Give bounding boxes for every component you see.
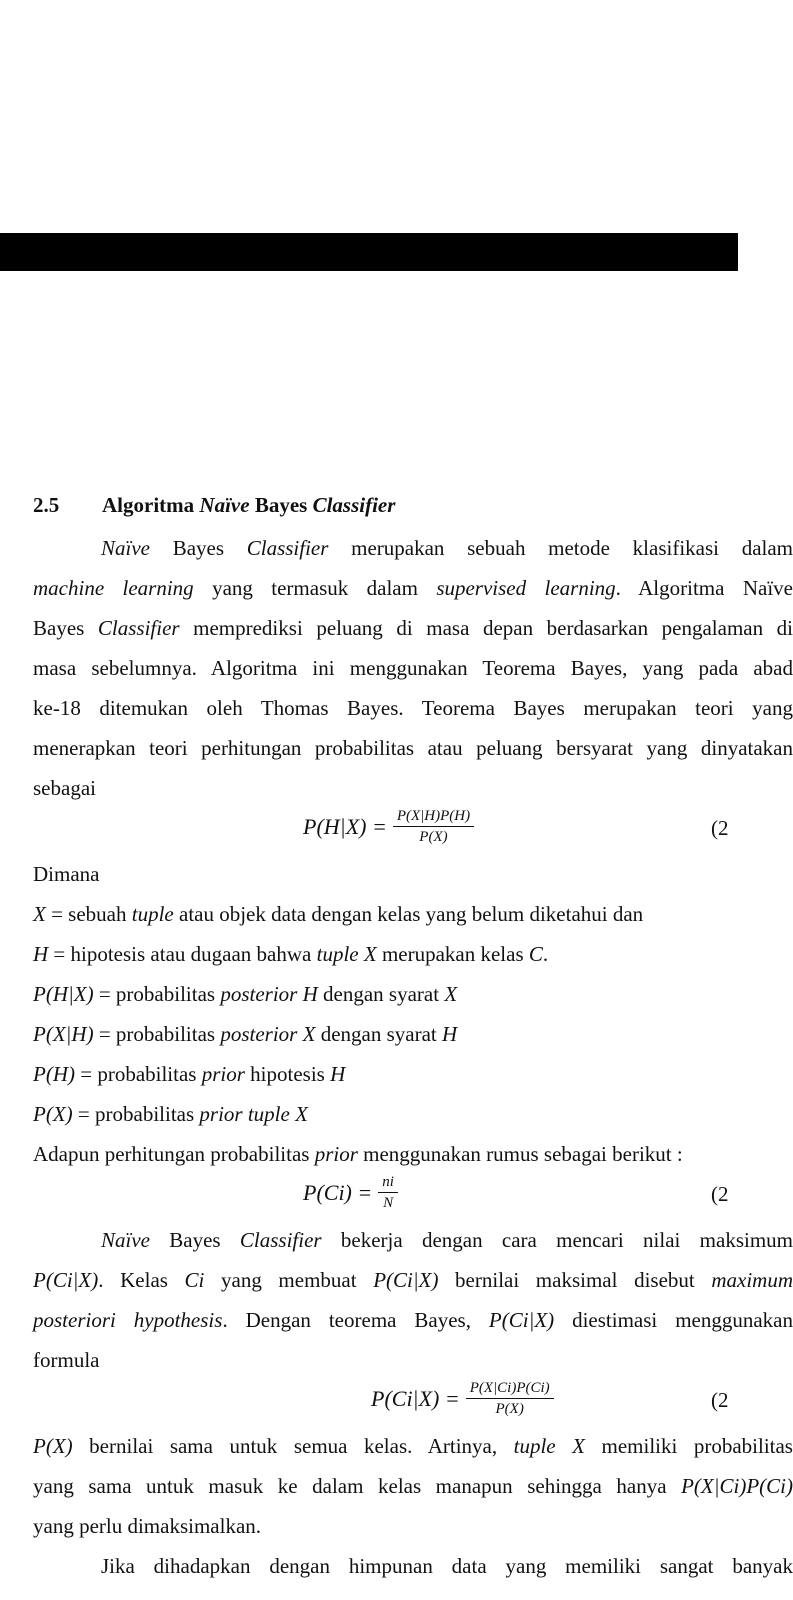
definition-item: [33, 974, 793, 1014]
text-line: formula: [33, 1348, 100, 1372]
text-span: X: [555, 1434, 585, 1458]
text-span: Naïve: [101, 1228, 150, 1252]
text-span: merupakan kelas: [376, 942, 529, 966]
text-span: prior: [201, 1062, 245, 1086]
text-span: . Algoritma Naïve: [615, 576, 793, 600]
text-span: X: [297, 1022, 316, 1046]
text-line: [33, 1220, 793, 1260]
text-span: dengan syarat: [317, 982, 445, 1006]
text-span: prior tuple: [199, 1102, 290, 1126]
text-span: prior: [314, 1142, 358, 1166]
formula-denominator: P(X): [419, 829, 448, 845]
math-symbol: H: [33, 942, 49, 966]
equation-number: (2: [711, 816, 729, 840]
math-symbol: P(X|Ci)P(Ci): [681, 1474, 793, 1498]
formula-fraction: [393, 808, 474, 846]
text-span: yang termasuk dalam: [193, 576, 437, 600]
formula-denominator: P(X): [495, 1401, 524, 1417]
text-span: Bayes: [149, 1228, 240, 1252]
text-span: . Dengan teorema Bayes,: [222, 1308, 489, 1332]
formula-fraction: [378, 1174, 398, 1212]
text-span: posterior: [220, 1022, 298, 1046]
math-symbol: C: [528, 942, 543, 966]
math-symbol: Ci: [184, 1268, 205, 1292]
prior-intro-line: [33, 1134, 793, 1174]
text-line: [33, 1260, 793, 1300]
text-span: Bayes: [149, 536, 247, 560]
text-span: posterior: [220, 982, 298, 1006]
math-symbol: H: [441, 1022, 458, 1046]
text-span: diestimasi menggunakan: [554, 1308, 793, 1332]
text-line: menerapkan teori perhitungan probabilitas atau peluang bersyarat yang dinyatakan: [33, 736, 793, 760]
text-span: memiliki probabilitas: [584, 1434, 793, 1458]
text-span: bekerja dengan cara mencari nilai maksimum: [321, 1228, 793, 1252]
math-symbol: P(X): [33, 1102, 73, 1126]
text-span: posteriori hypothesis: [33, 1308, 223, 1332]
formula-body: [303, 808, 474, 846]
text-line: ke-18 ditemukan oleh Thomas Bayes. Teorema Bayes merupakan teori yang: [33, 696, 793, 720]
formula-body: [371, 1380, 554, 1418]
text-span: tuple: [131, 902, 174, 926]
text-span: Adapun perhitungan probabilitas: [33, 1142, 315, 1166]
text-span: = probabilitas: [93, 982, 221, 1006]
text-line: masa sebelumnya. Algoritma ini menggunakan Teorema Bayes, yang pada abad: [33, 656, 793, 680]
text-span: hipotesis: [244, 1062, 331, 1086]
formula-numerator: P(X|H)P(H): [393, 808, 474, 827]
equation-number: (2: [711, 1388, 729, 1412]
text-span: = probabilitas: [72, 1102, 200, 1126]
paragraph-4: [33, 1546, 793, 1586]
text-span: supervised learning: [436, 576, 616, 600]
text-span: = sebuah: [45, 902, 132, 926]
equation-number: (2: [711, 1182, 729, 1206]
section-title-part: Naïve: [199, 493, 250, 517]
formula-lhs: P(H|X) =: [303, 814, 387, 839]
black-redaction-bar: [0, 233, 738, 271]
text-span: Classifier: [239, 1228, 322, 1252]
definition-item: [33, 1054, 793, 1094]
section-title-part: Classifier: [312, 493, 396, 517]
text-span: = hipotesis atau dugaan bahwa: [48, 942, 317, 966]
section-title-part: Bayes: [249, 493, 313, 517]
formula-bayes: [33, 808, 793, 854]
formula-posterior: [33, 1380, 793, 1426]
text-span: yang membuat: [204, 1268, 374, 1292]
section-title-part: Algoritma: [102, 493, 200, 517]
math-symbol: H: [330, 1062, 346, 1086]
section-heading: [33, 488, 793, 528]
text-line: [33, 1426, 793, 1466]
document-body: [33, 488, 793, 1586]
text-span: .: [542, 942, 549, 966]
text-span: = probabilitas: [93, 1022, 221, 1046]
math-symbol: P(H|X): [33, 982, 94, 1006]
text-line: yang perlu dimaksimalkan.: [33, 1514, 262, 1538]
text-span: bernilai sama untuk semua kelas. Artinya,: [72, 1434, 514, 1458]
paragraph-3: [33, 1426, 793, 1546]
formula-lhs: P(Ci|X) =: [371, 1386, 460, 1411]
formula-fraction: [466, 1380, 554, 1418]
text-span: menggunakan rumus sebagai berikut :: [357, 1142, 683, 1166]
text-span: = probabilitas: [74, 1062, 202, 1086]
text-line: sebagai: [33, 776, 96, 800]
math-symbol: P(Ci|X): [373, 1268, 439, 1292]
text-span: dengan syarat: [315, 1022, 442, 1046]
math-symbol: X: [33, 902, 46, 926]
math-symbol: X: [444, 982, 458, 1006]
formula-body: [303, 1174, 398, 1212]
text-span: tuple: [513, 1434, 556, 1458]
text-line: [33, 1466, 793, 1506]
definition-item: [33, 894, 793, 934]
text-span: bernilai maksimal disebut: [438, 1268, 712, 1292]
text-span: Classifier: [97, 616, 180, 640]
definition-item: [33, 934, 793, 974]
formula-prior: [33, 1174, 793, 1220]
text-span: tuple: [316, 942, 359, 966]
definition-item: [33, 1094, 793, 1134]
text-span: machine learning: [33, 576, 194, 600]
math-symbol: P(Ci|X): [488, 1308, 555, 1332]
text-line: [33, 608, 793, 648]
text-line: [33, 1300, 793, 1340]
text-span: X: [289, 1102, 308, 1126]
definitions-intro: Dimana: [33, 862, 100, 886]
text-span: Classifier: [246, 536, 329, 560]
text-span: . Kelas: [98, 1268, 185, 1292]
text-line: Jika dihadapkan dengan himpunan data yang memiliki sangat banyak: [101, 1554, 793, 1578]
text-span: H: [297, 982, 318, 1006]
math-symbol: P(Ci|X): [33, 1268, 99, 1292]
text-span: Naïve: [101, 536, 150, 560]
text-span: Bayes: [33, 616, 98, 640]
definition-item: [33, 1014, 793, 1054]
math-symbol: P(X): [33, 1434, 73, 1458]
formula-lhs: P(Ci) =: [303, 1180, 373, 1205]
text-span: merupakan sebuah metode klasifikasi dalam: [328, 536, 793, 560]
math-symbol: P(H): [33, 1062, 75, 1086]
text-span: X: [358, 942, 377, 966]
text-span: maximum: [711, 1268, 793, 1292]
formula-denominator: N: [383, 1195, 394, 1211]
section-number: 2.5: [33, 493, 60, 517]
formula-numerator: P(X|Ci)P(Ci): [466, 1380, 554, 1399]
definitions-list: [33, 854, 793, 1134]
text-span: yang sama untuk masuk ke dalam kelas manapun sehingga hanya: [33, 1474, 682, 1498]
formula-numerator: ni: [378, 1174, 398, 1193]
text-line: [33, 528, 793, 568]
text-span: memprediksi peluang di masa depan berdasarkan pengalaman di: [179, 616, 793, 640]
math-symbol: P(X|H): [33, 1022, 94, 1046]
paragraph-1: [33, 528, 793, 808]
text-span: atau objek data dengan kelas yang belum diketahui dan: [173, 902, 644, 926]
text-line: [33, 568, 793, 608]
paragraph-2: [33, 1220, 793, 1380]
